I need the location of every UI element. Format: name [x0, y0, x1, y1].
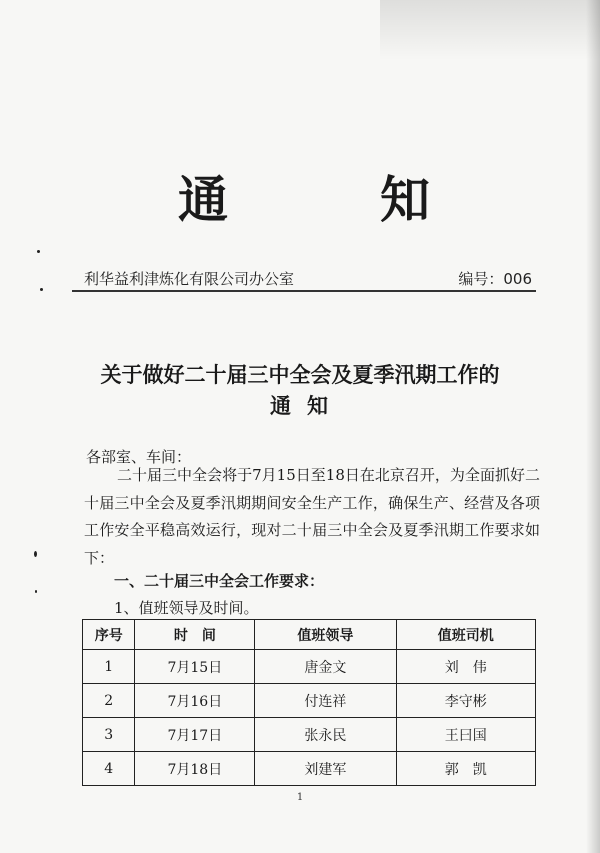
- table-cell: 李守彬: [396, 684, 536, 718]
- column-header: 序号: [83, 620, 135, 650]
- table-cell: 郭 凯: [396, 752, 536, 786]
- document-heading: 关于做好二十届三中全会及夏季汛期工作的: [100, 362, 500, 387]
- table-cell: 7月17日: [135, 718, 255, 752]
- scan-speck: [40, 288, 43, 291]
- table-cell: 刘 伟: [396, 650, 536, 684]
- table-cell: 4: [83, 752, 135, 786]
- body-paragraph: 二十届三中全会将于7月15日至18日在北京召开，为全面抓好二十届三中全会及夏季汛期期间安全生产工作，确保生产、经营及各项工作安全平稳高效运行，现对二十届三中全会及夏季汛期工作要求如下：: [84, 466, 540, 567]
- table-row: [83, 752, 536, 786]
- scan-speck: [35, 590, 37, 593]
- notice-title-char: 通: [178, 170, 230, 229]
- scan-shadow: [586, 0, 600, 853]
- table-cell: 3: [83, 718, 135, 752]
- table-row: [83, 718, 536, 752]
- issuer-name: 利华益利津炼化有限公司办公室: [84, 270, 295, 288]
- table-cell: 1: [83, 650, 135, 684]
- table-cell: 王曰国: [396, 718, 536, 752]
- table-cell: 2: [83, 684, 135, 718]
- table-cell: 刘建军: [255, 752, 396, 786]
- column-header: 时 间: [135, 620, 255, 650]
- duty-schedule-table: [82, 619, 536, 786]
- table-row: [83, 684, 536, 718]
- scan-shadow: [380, 0, 600, 60]
- table-cell: 7月16日: [135, 684, 255, 718]
- column-header: 值班领导: [255, 620, 396, 650]
- section-heading: 一、二十届三中全会工作要求：: [114, 572, 325, 590]
- table-cell: 7月15日: [135, 650, 255, 684]
- table-cell: 付连祥: [255, 684, 396, 718]
- table-cell: 唐金文: [255, 650, 396, 684]
- column-header: 值班司机: [396, 620, 536, 650]
- document-number: 编号：006: [458, 270, 532, 288]
- scan-speck: [34, 551, 37, 557]
- table-cell: 7月18日: [135, 752, 255, 786]
- table-cell: 张永民: [255, 718, 396, 752]
- salutation: 各部室、车间：: [86, 448, 192, 466]
- scan-speck: [37, 250, 40, 253]
- subsection-heading: 1、值班领导及时间。: [114, 599, 259, 617]
- notice-title-char: 知: [380, 170, 432, 229]
- table-row: [83, 650, 536, 684]
- document-heading-line2: 通知: [270, 393, 344, 418]
- header-rule: [72, 290, 536, 292]
- table-header-row: [83, 620, 536, 650]
- notice-title: [0, 160, 600, 230]
- page-number: 1: [296, 792, 304, 803]
